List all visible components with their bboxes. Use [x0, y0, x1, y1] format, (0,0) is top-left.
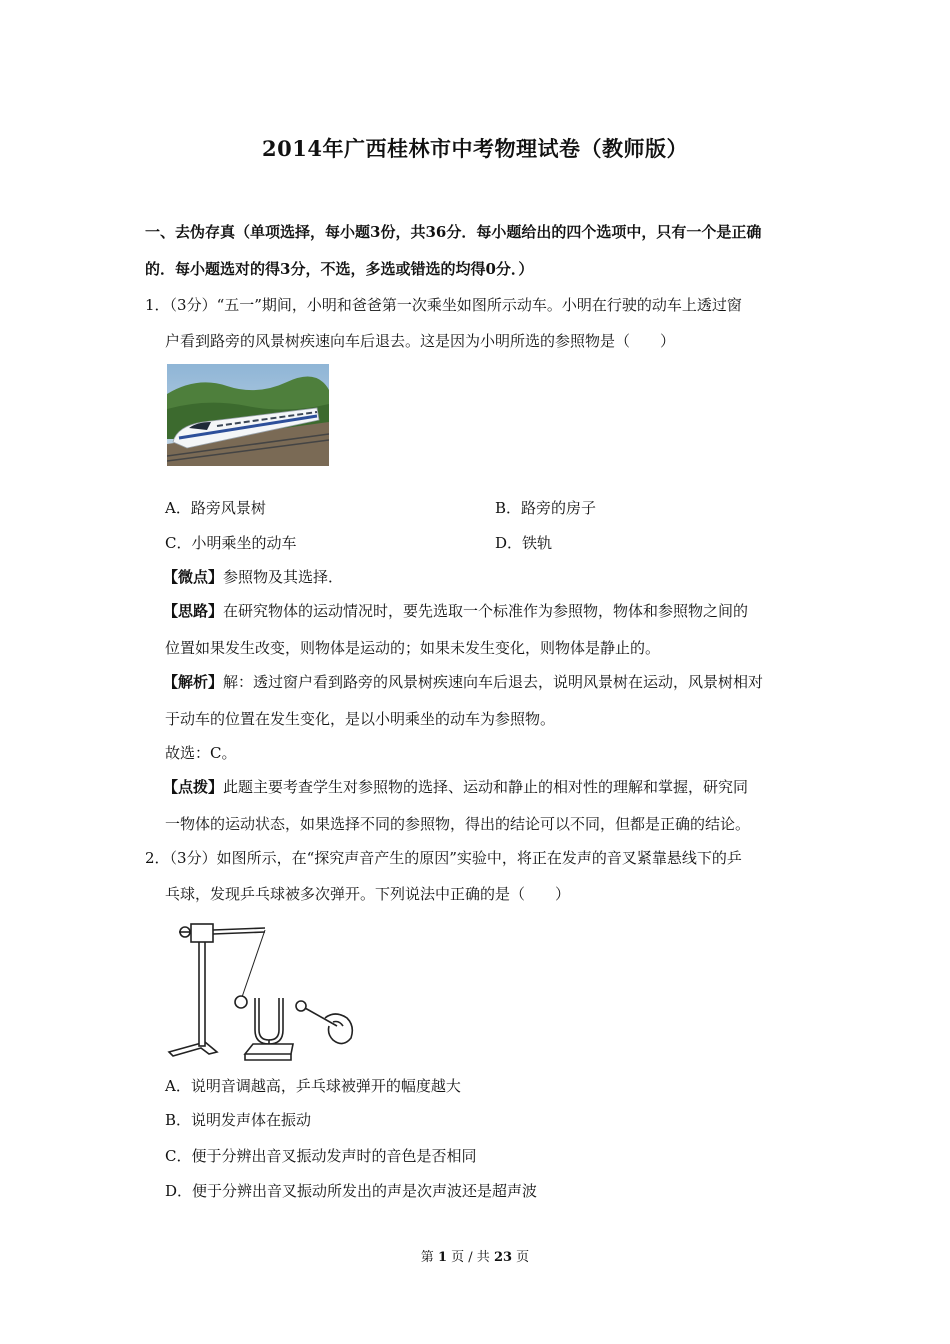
section-heading-line-1: 一、去伪存真（单项选择，每小题3份，共36分．每小题给出的四个选项中，只有一个是正确 [145, 223, 762, 241]
tuning-fork-apparatus-diagram [165, 914, 360, 1062]
q1-dianbo-line-1 [163, 776, 828, 798]
q2-option-d: D．便于分辨出音叉振动所发出的声是次声波还是超声波 [165, 1182, 538, 1200]
q2-stem-line-2: 乓球，发现乒乓球被多次弹开。下列说法中正确的是（ ） [165, 885, 571, 903]
footer-prefix: 第 [420, 1250, 434, 1265]
q1-jiexi-line-1 [163, 671, 828, 693]
train-photo [167, 364, 329, 466]
footer-total-pages: 23 [493, 1250, 513, 1265]
q2-stem-line-1: 2．（3分）如图所示，在“探究声音产生的原因”实验中，将正在发声的音叉紧靠悬线下的乒 [145, 849, 742, 867]
page-footer [0, 1246, 950, 1265]
silu-text-1: 在研究物体的运动情况时，要先选取一个标准作为参照物，物体和参照物之间的 [223, 602, 749, 620]
q2-option-a: A．说明音调越高，乒乓球被弹开的幅度越大 [165, 1077, 461, 1095]
q1-dianbo-line-2: 一物体的运动状态，如果选择不同的参照物，得出的结论可以不同，但都是正确的结论。 [165, 815, 751, 833]
q1-weidian [163, 566, 828, 588]
q1-silu-line-2: 位置如果发生改变，则物体是运动的；如果未发生变化，则物体是静止的。 [165, 639, 661, 657]
q1-silu-line-1 [163, 600, 828, 622]
q2-option-c: C．便于分辨出音叉振动发声时的音色是否相同 [165, 1147, 477, 1165]
jiexi-tag: 【解析】 [163, 673, 224, 691]
document-title: 2014年广西桂林市中考物理试卷（教师版） [262, 136, 688, 161]
q1-stem-line-1: 1．（3分）“五一”期间，小明和爸爸第一次乘坐如图所示动车。小明在行驶的动车上透过窗 [145, 296, 742, 314]
footer-suffix: 页 [516, 1250, 530, 1265]
section-heading-line-2: 的．每小题选对的得3分，不选，多选或错选的均得0分．） [145, 260, 534, 278]
q1-option-b: B．路旁的房子 [495, 499, 597, 517]
dianbo-tag: 【点拨】 [163, 778, 224, 796]
footer-page-number: 1 [437, 1250, 447, 1265]
footer-mid: 页 / 共 [451, 1250, 490, 1265]
q1-answer: 故选：C。 [165, 744, 237, 762]
dianbo-text-1: 此题主要考查学生对参照物的选择、运动和静止的相对性的理解和掌握，研究同 [223, 778, 749, 796]
weidian-tag: 【微点】 [163, 568, 224, 586]
q2-option-b: B．说明发声体在振动 [165, 1111, 312, 1129]
q1-option-d: D．铁轨 [495, 534, 553, 552]
q1-option-c: C．小明乘坐的动车 [165, 534, 297, 552]
q1-jiexi-line-2: 于动车的位置在发生变化，是以小明乘坐的动车为参照物。 [165, 710, 556, 728]
q1-stem-line-2: 户看到路旁的风景树疾速向车后退去。这是因为小明所选的参照物是（ ） [165, 332, 676, 350]
jiexi-text-1: 解：透过窗户看到路旁的风景树疾速向车后退去，说明风景树在运动，风景树相对 [223, 673, 764, 691]
q1-option-a: A．路旁风景树 [165, 499, 266, 517]
silu-tag: 【思路】 [163, 602, 224, 620]
weidian-text: 参照物及其选择． [223, 568, 344, 586]
